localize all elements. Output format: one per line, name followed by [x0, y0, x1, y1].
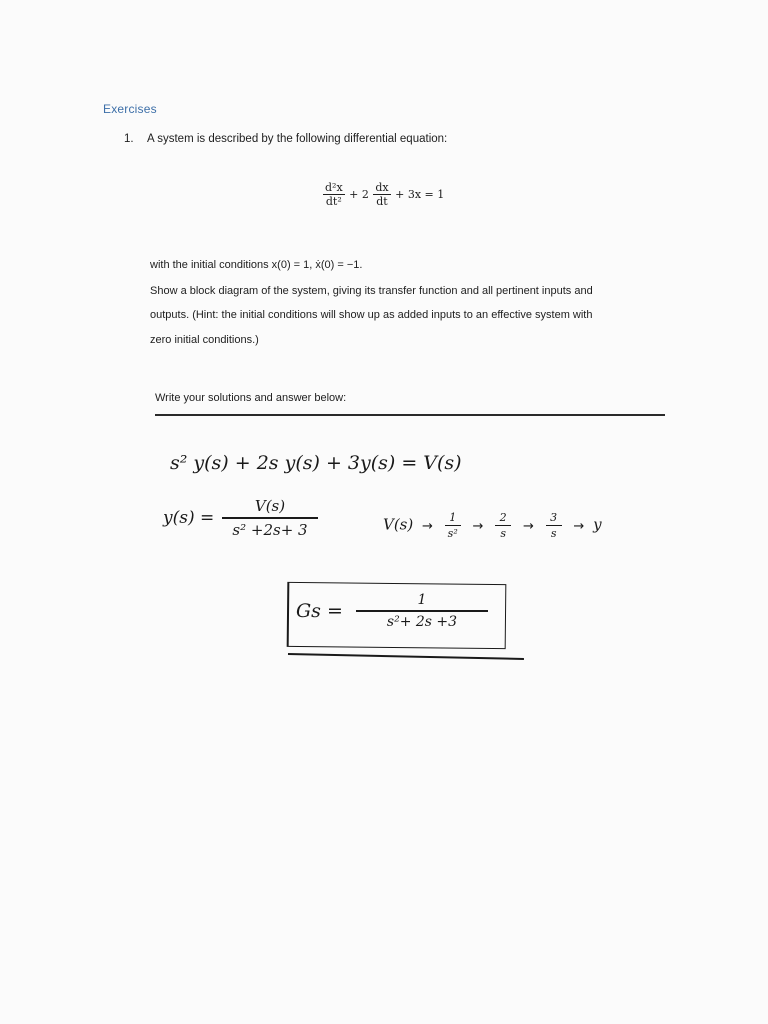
transfer-function-fraction [356, 592, 488, 630]
answer-divider [155, 414, 665, 416]
handwritten-y-label: y(s) = [163, 508, 215, 528]
question-text: A system is described by the following differential equation: [147, 133, 448, 145]
instruction-line-3: zero initial conditions.) [150, 334, 259, 346]
chain-block-den: s [550, 527, 557, 540]
arrow-icon: → [472, 518, 484, 534]
arrow-icon: → [522, 518, 534, 534]
chain-block-2 [495, 511, 511, 540]
chain-block-den: s [500, 527, 506, 540]
answer-box-underline [288, 653, 524, 659]
chain-output: y [593, 515, 602, 534]
chain-block-num: 2 [499, 511, 507, 524]
chain-block-1 [445, 511, 461, 540]
eq-frac-num: dx [375, 181, 389, 194]
g-frac-den: s²+ 2s +3 [386, 613, 458, 630]
eq-plus: + 2 [349, 188, 369, 201]
fraction-bar [222, 517, 318, 519]
question-number: 1. [124, 133, 134, 145]
eq-rest: + 3x = 1 [395, 188, 445, 201]
handwritten-block-chain [383, 511, 602, 540]
eq-frac-den: dt [376, 195, 388, 208]
fraction-bar [546, 525, 562, 526]
answer-prompt: Write your solutions and answer below: [155, 392, 347, 404]
eq-second-derivative [323, 181, 345, 208]
eq-frac-num: d²x [325, 181, 343, 194]
g-frac-num: 1 [417, 592, 427, 608]
arrow-icon: → [422, 518, 433, 534]
fraction-bar [495, 525, 511, 526]
instruction-line-1: Show a block diagram of the system, giving its transfer function and all pertinent inputs and [150, 285, 593, 297]
fraction-bar [445, 525, 461, 526]
chain-block-den: s² [447, 527, 458, 540]
chain-block-num: 1 [449, 511, 457, 524]
y-frac-num: V(s) [254, 497, 286, 515]
handwritten-laplace-equation: s² y(s) + 2s y(s) + 3y(s) = V(s) [170, 452, 462, 474]
y-frac-den: s² +2s+ 3 [232, 520, 308, 539]
instruction-line-2: outputs. (Hint: the initial conditions will show up as added inputs to an effective system with [150, 309, 593, 321]
chain-block-3 [546, 511, 562, 540]
eq-first-derivative [373, 181, 390, 208]
fraction-bar [356, 610, 488, 612]
initial-conditions-line: with the initial conditions x(0) = 1, ẋ(0) = −1. [150, 259, 363, 271]
chain-block-num: 3 [550, 511, 558, 524]
transfer-function-label: Gs = [296, 600, 343, 622]
chain-input: V(s) [383, 515, 414, 534]
differential-equation [322, 181, 444, 208]
arrow-icon: → [573, 518, 585, 534]
handwritten-y-fraction [222, 497, 318, 539]
section-heading: Exercises [103, 102, 157, 116]
eq-frac-den: dt² [325, 195, 342, 208]
